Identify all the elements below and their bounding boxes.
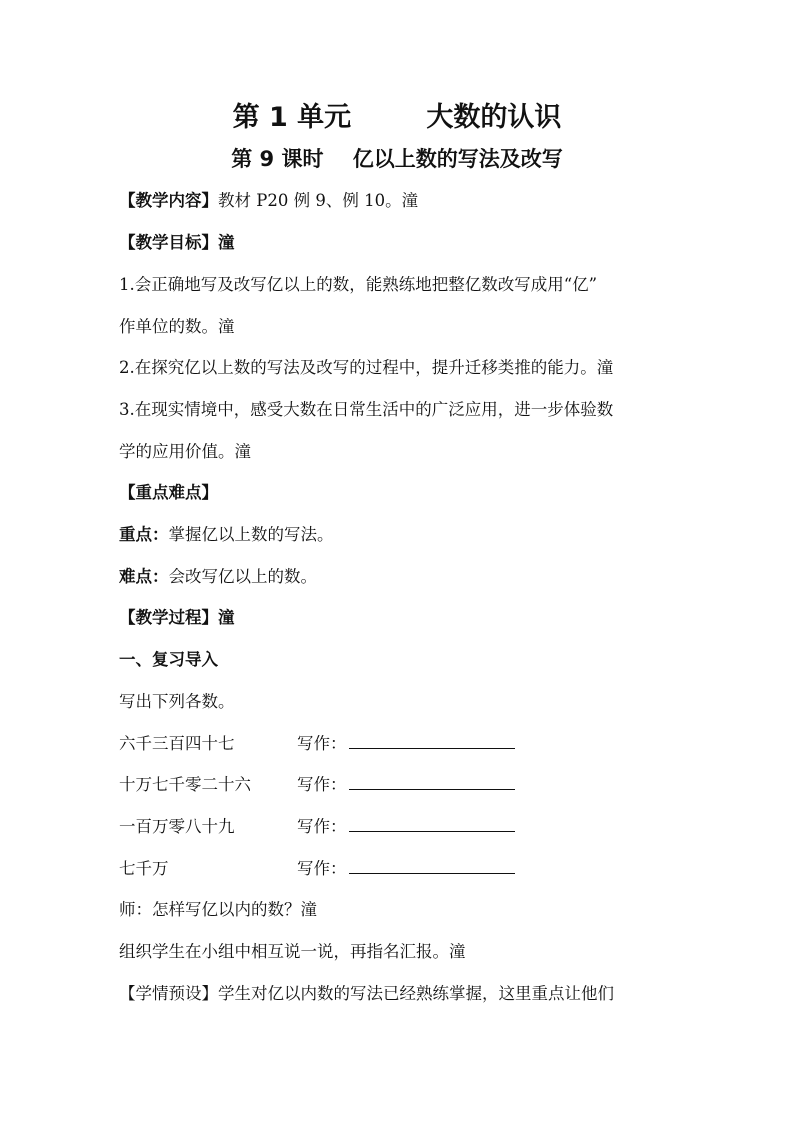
difficult-point-text: 会改写亿以上的数。 xyxy=(168,567,317,586)
instruction-text: 写出下列各数。 xyxy=(119,692,235,711)
watermark-char: 潼 xyxy=(300,900,317,919)
goal-1-text-end: 作单位的数。 xyxy=(119,317,218,336)
exercise-number-words: 十万七千零二十六 xyxy=(119,775,251,794)
watermark-char: 潼 xyxy=(401,191,419,210)
teaching-content xyxy=(119,187,689,215)
teacher-question-text: 师：怎样写亿以内的数？ xyxy=(119,900,301,919)
watermark-char: 潼 xyxy=(218,233,235,252)
exercise-number-words: 一百万零八十九 xyxy=(119,817,235,836)
watermark-char: 潼 xyxy=(234,442,251,461)
watermark-char: 潼 xyxy=(218,608,235,627)
exercise-row xyxy=(119,855,515,883)
organize-text: 组织学生在小组中相互说一说，再指名汇报。 xyxy=(119,942,449,961)
difficult-point-label: 难点： xyxy=(119,567,169,586)
student-preset-label: 【学情预设】 xyxy=(119,984,218,1003)
watermark-char: 潼 xyxy=(449,942,466,961)
goal-2-text: 2.在探究亿以上数的写法及改写的过程中，提升迁移类推的能力。 xyxy=(119,358,597,377)
write-label: 写作： xyxy=(297,775,347,794)
goal-3-text-end: 学的应用价值。 xyxy=(119,442,235,461)
answer-blank[interactable] xyxy=(349,773,515,790)
write-label: 写作： xyxy=(297,817,347,836)
key-point xyxy=(119,521,689,549)
teaching-process-label: 【教学过程】 xyxy=(119,608,218,627)
unit-title: 第 1 单元 大数的认识 xyxy=(232,102,562,133)
student-preset xyxy=(119,980,689,1008)
write-label: 写作： xyxy=(297,734,347,753)
watermark-char: 潼 xyxy=(596,358,614,377)
teacher-question xyxy=(119,896,689,924)
student-preset-text: 学生对亿以内数的写法已经熟练掌握，这里重点让他们 xyxy=(218,984,614,1003)
answer-blank[interactable] xyxy=(349,732,515,749)
difficult-point xyxy=(119,563,689,591)
teaching-content-label: 【教学内容】 xyxy=(119,191,218,210)
exercise-number-words: 七千万 xyxy=(119,859,169,878)
teaching-process-heading xyxy=(119,604,689,632)
exercise-row xyxy=(119,771,515,799)
goal-1-line-1: 1.会正确地写及改写亿以上的数，能熟练地把整亿数改写成用“亿” xyxy=(119,275,598,294)
section-heading: 一、复习导入 xyxy=(119,650,218,669)
goal-3-line-2 xyxy=(119,438,689,466)
key-points-heading: 【重点难点】 xyxy=(119,483,218,502)
teaching-content-text: 教材 P20 例 9、例 10。 xyxy=(218,191,402,210)
answer-blank[interactable] xyxy=(349,857,515,874)
organize-instruction xyxy=(119,938,689,966)
lesson-title: 第 9 课时 亿以上数的写法及改写 xyxy=(231,147,563,171)
watermark-char: 潼 xyxy=(218,317,235,336)
answer-blank[interactable] xyxy=(349,815,515,832)
exercise-row xyxy=(119,813,515,841)
teaching-goals-heading xyxy=(119,229,689,257)
goal-1-line-2 xyxy=(119,313,689,341)
key-point-text: 掌握亿以上数的写法。 xyxy=(168,525,334,544)
teaching-goals-label: 【教学目标】 xyxy=(119,233,218,252)
exercise-number-words: 六千三百四十七 xyxy=(119,734,235,753)
goal-3-line-1: 3.在现实情境中，感受大数在日常生活中的广泛应用，进一步体验数 xyxy=(119,400,614,419)
key-point-label: 重点： xyxy=(119,525,169,544)
goal-2 xyxy=(119,354,689,382)
write-label: 写作： xyxy=(297,859,347,878)
exercise-row xyxy=(119,730,515,758)
